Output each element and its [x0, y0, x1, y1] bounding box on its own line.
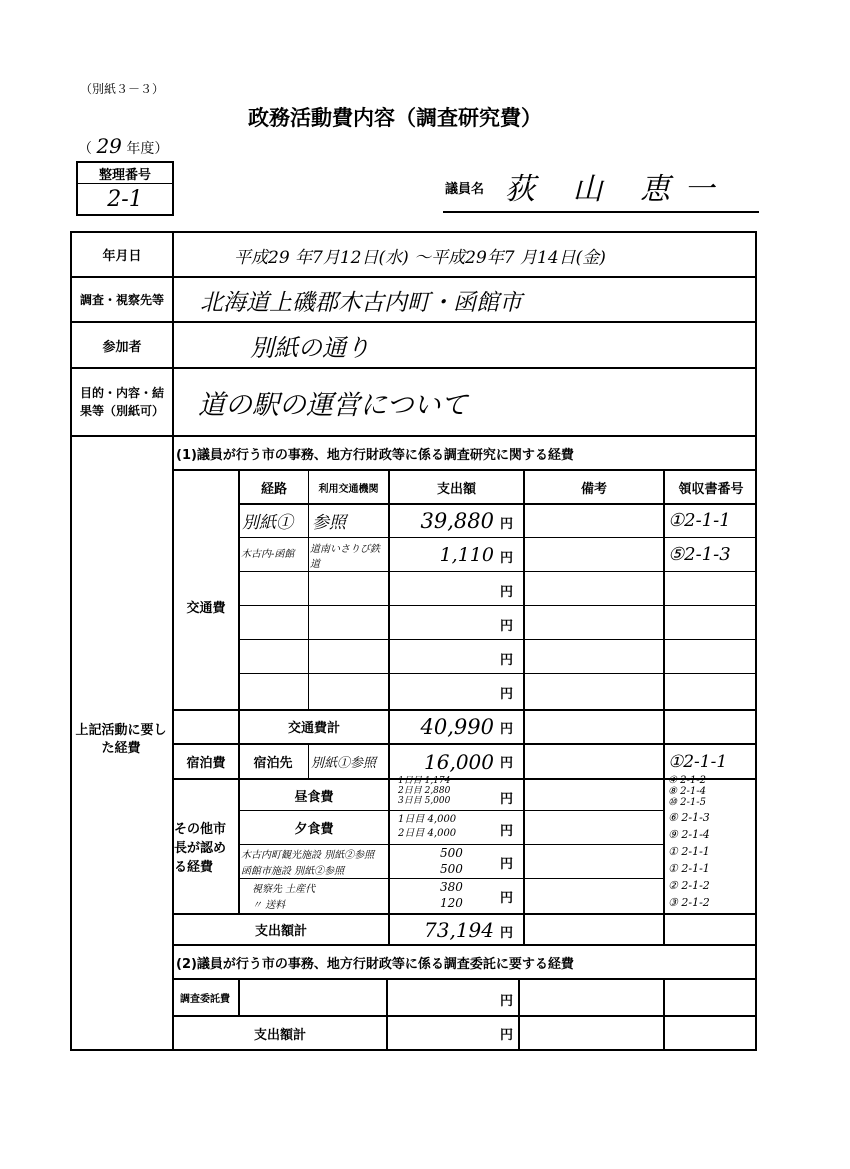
purpose-label: 目的・内容・結果等（別紙可）: [79, 386, 164, 418]
transport-total-label: 交通費計: [287, 721, 340, 736]
misc2-item: 函館市施設 別紙②参照: [241, 866, 345, 877]
row6-unit: 円: [500, 687, 514, 702]
other-receipt-2: ⑧ 2-1-4: [668, 786, 706, 797]
ref-no-box: [76, 161, 174, 216]
row1-unit: 円: [500, 517, 514, 532]
section2-total-label: 支出額計: [253, 1028, 306, 1043]
other-receipt-7: ① 2-1-1: [668, 862, 710, 875]
row5-unit: 円: [500, 653, 514, 668]
attachment-label: （別紙３－３）: [80, 82, 165, 96]
participants-label: 参加者: [102, 339, 142, 355]
dinner-label: 夕食費: [294, 822, 334, 837]
page-title: 政務活動費内容（調査研究費）: [248, 106, 542, 130]
other-receipt-5: ⑨ 2-1-4: [668, 828, 710, 841]
col-receipt: 領収書番号: [678, 481, 744, 497]
destination-value: 北海道上磯郡木古内町・函館市: [200, 289, 522, 316]
row2-receipt: ⑤2-1-3: [668, 544, 731, 565]
section2-total-unit: 円: [500, 1028, 514, 1043]
lodging-place-label: 宿泊先: [253, 756, 293, 771]
row1-route: 別紙①: [242, 513, 293, 533]
fiscal-year-open: （: [78, 141, 92, 157]
lodging-unit: 円: [500, 756, 514, 771]
lunch-day1: 1日目 1,174: [398, 776, 451, 786]
member-label: 議員名: [445, 182, 485, 197]
transport-label: 交通費: [186, 601, 226, 616]
dinner-day1: 1日目 4,000: [398, 814, 457, 825]
date-value: 平成29 年7月12日(水) ～平成29年7 月14日(金): [234, 247, 606, 268]
dinner-day2: 2日目 4,000: [398, 828, 457, 839]
other-receipt-6: ① 2-1-1: [668, 845, 710, 858]
commission-unit: 円: [500, 994, 514, 1009]
other-expenses-label: その他市長が認める経費: [174, 822, 227, 875]
section1-total-unit: 円: [500, 926, 514, 941]
section2-title: (2)議員が行う市の事務、地方行財政等に係る調査委託に要する経費: [176, 956, 574, 972]
lunch-day3: 3日目 5,000: [398, 796, 451, 806]
fiscal-year: [78, 134, 168, 158]
row3-unit: 円: [500, 585, 514, 600]
commission-label: 調査委託費: [180, 994, 230, 1005]
transport-total-unit: 円: [500, 722, 514, 737]
section1-title: (1)議員が行う市の事務、地方行財政等に係る調査研究に関する経費: [176, 447, 574, 463]
section1-total-value: 73,194: [424, 917, 494, 942]
section1-total-label: 支出額計: [254, 924, 307, 939]
misc4-item: 〃 送料: [252, 900, 286, 911]
lodging-place: 別紙①参照: [311, 756, 377, 771]
col-note: 備考: [580, 481, 607, 497]
fiscal-year-suffix: 年度）: [126, 141, 169, 157]
row1-mode: 参照: [312, 513, 346, 533]
row2-route: 木古内-函館: [241, 549, 295, 560]
row4-unit: 円: [500, 619, 514, 634]
misc-unit-1: 円: [500, 857, 514, 872]
misc4-amount: 120: [440, 896, 463, 910]
other-receipt-9: ③ 2-1-2: [668, 896, 710, 909]
misc2-amount: 500: [440, 862, 463, 876]
misc1-item: 木古内町観光施設 別紙②参照: [241, 850, 375, 861]
col-mode: 利用交通機関: [318, 483, 379, 495]
lunch-label: 昼食費: [294, 789, 334, 805]
date-label: 年月日: [102, 249, 142, 264]
row1-amount: 39,880: [420, 508, 494, 533]
row2-amount: 1,110: [439, 543, 494, 566]
misc3-item: 視察先 土産代: [252, 884, 316, 895]
other-receipt-3: ⑩ 2-1-5: [668, 797, 706, 808]
ref-no-label: 整理番号: [78, 163, 172, 184]
lodging-amount: 16,000: [424, 749, 494, 774]
member-name: 荻 山 恵一: [505, 172, 729, 207]
row1-receipt: ①2-1-1: [668, 510, 731, 531]
member-underline: [443, 211, 759, 213]
misc3-amount: 380: [440, 880, 463, 894]
dinner-unit: 円: [500, 824, 514, 839]
row2-mode: 道南いさりび鉄道: [310, 543, 380, 570]
destination-label: 調査・視察先等: [79, 293, 164, 307]
col-amount: 支出額: [436, 481, 476, 497]
col-route: 経路: [260, 481, 287, 497]
misc1-amount: 500: [440, 846, 463, 860]
lodging-label: 宿泊費: [186, 756, 226, 771]
other-receipt-4: ⑥ 2-1-3: [668, 811, 710, 824]
misc-unit-2: 円: [500, 891, 514, 906]
expense-activity-label: 上記活動に要した経費: [75, 723, 167, 756]
other-receipt-1: ④ 2-1-2: [668, 775, 706, 786]
lunch-day2: 2日目 2,880: [398, 786, 451, 796]
fiscal-year-value: 29: [96, 134, 122, 158]
purpose-value: 道の駅の運営について: [198, 390, 468, 421]
other-receipt-8: ② 2-1-2: [668, 879, 710, 892]
lodging-receipt: ①2-1-1: [668, 751, 728, 772]
participants-value: 別紙の通り: [250, 334, 370, 362]
ref-no-value: 2-1: [107, 187, 143, 212]
row2-unit: 円: [500, 551, 514, 566]
lunch-unit: 円: [500, 792, 514, 807]
transport-total-value: 40,990: [420, 714, 494, 739]
